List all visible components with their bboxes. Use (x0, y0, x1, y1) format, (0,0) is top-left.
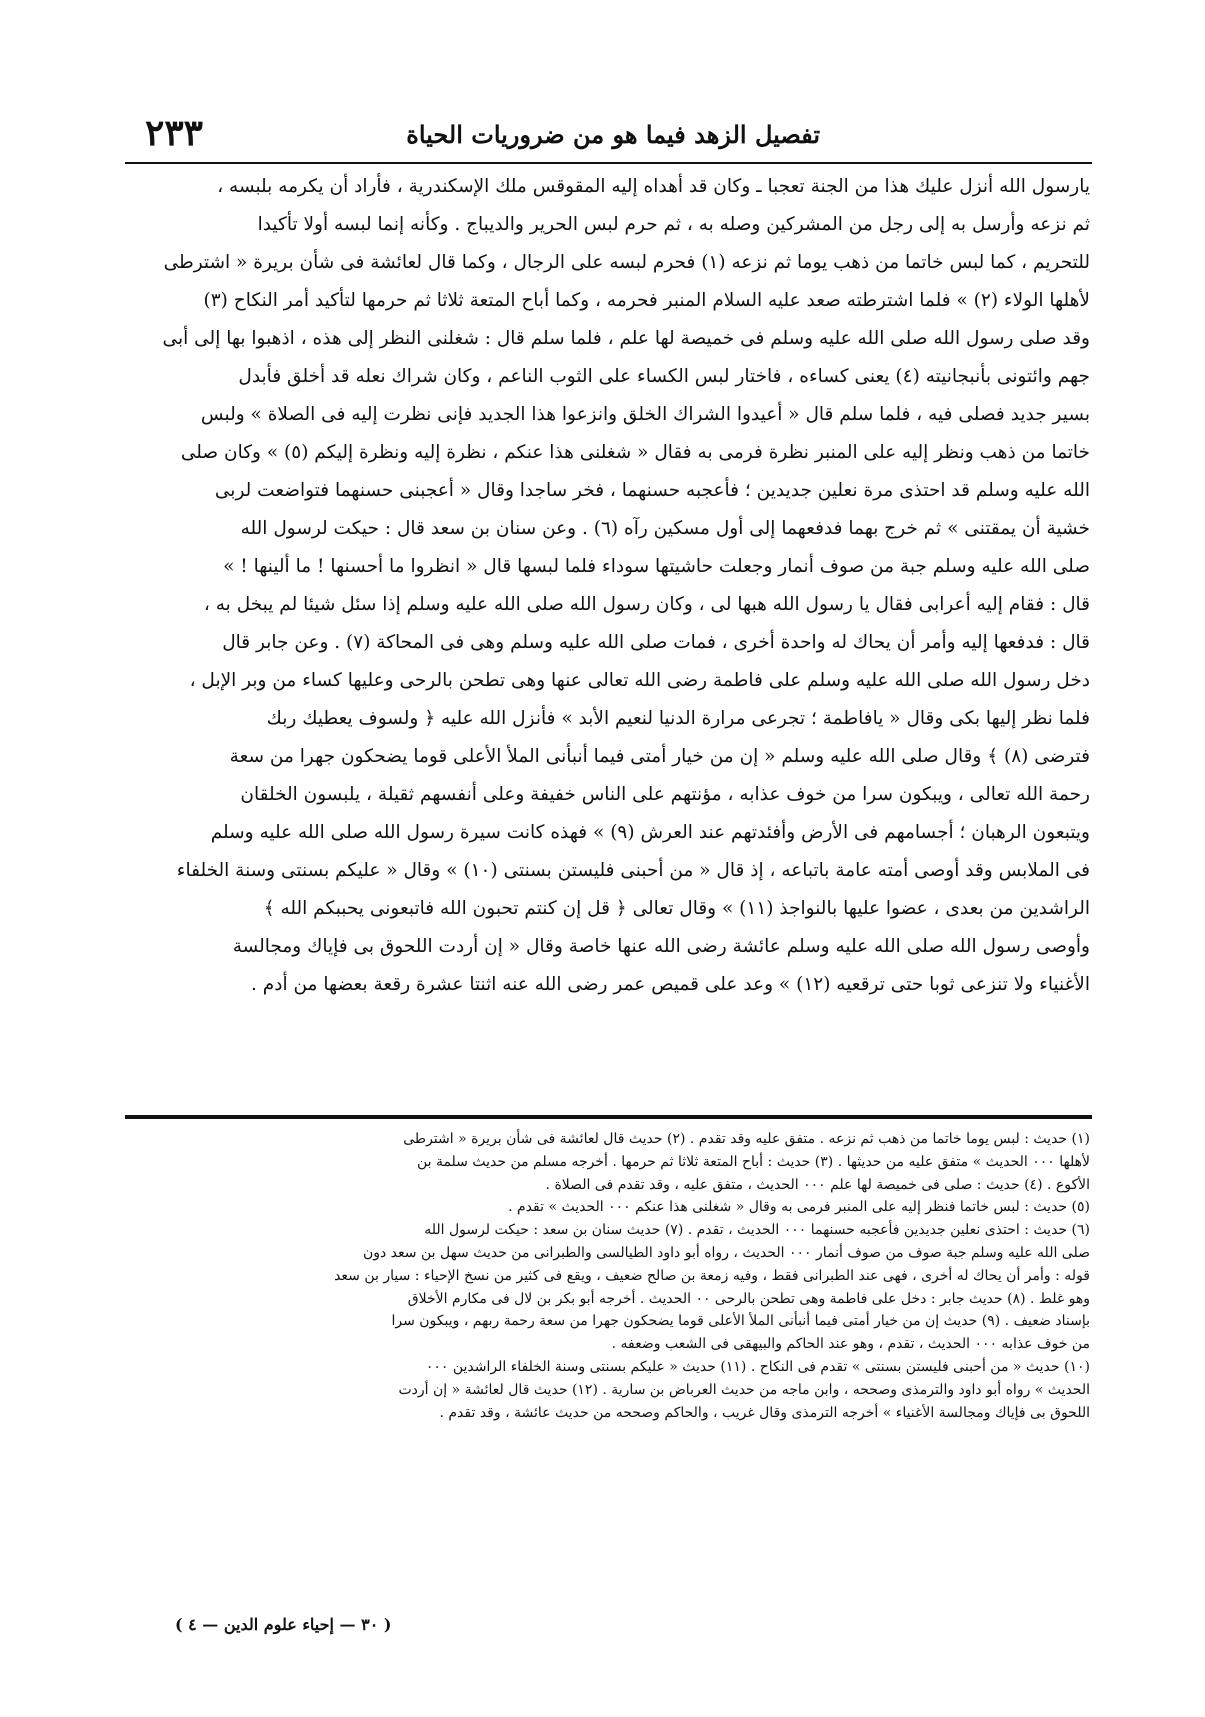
body-text-line: ثم نزعه وأرسل به إلى رجل من المشركين وصله به ، ثم حرم لبس الحرير والديباج . وكأنه إنما لبسه أولا تأكيدا (257, 214, 1090, 235)
body-text-line: قال : فقام إليه أعرابى فقال يا رسول الله هبها لى ، وكان رسول الله صلى الله عليه وسلم إذا سئل شيئا لم يبخل به ، (203, 594, 1090, 615)
body-text-line: الله عليه وسلم قد احتذى مرة نعلين جديدين ؛ فأعجبه حسنهما ، فخر ساجدا وقال « أعجبنى حسنهما فتواضعت لربى (214, 480, 1090, 501)
body-text-line: فى الملابس وقد أوصى أمته عامة باتباعه ، إذ قال « من أحبنى فليستن بسنتى (١٠) » وقال « عليكم بسنتى وسنة الخلفاء (176, 860, 1090, 881)
footnote-line: من خوف عذابه ٠٠٠ الحديث ، تقدم ، وهو عند الحاكم والبيهقى فى الشعب وضعفه . (611, 1336, 1090, 1353)
page-title: تفصيل الزهد فيما هو من ضروريات الحياة (406, 120, 820, 149)
footnote-line: (٥) حديث : لبس خاتما فنظر إليه على المنبر فرمى به وقال « شغلنى هذا عنكم ٠٠٠ الحديث » تقدم . (508, 1199, 1090, 1216)
page-number: ٢٣٣ (145, 112, 204, 154)
body-text-line: وأوصى رسول الله صلى الله عليه وسلم عائشة رضى الله عنها خاصة وقال « إن أردت اللحوق بى فإياك ومجالسة (232, 936, 1090, 957)
body-text-line: رحمة الله تعالى ، ويبكون سرا من خوف عذابه ، مؤنتهم على الناس خفيفة وعلى أنفسهم ثقيلة ، يلبسون الخلقان (240, 784, 1090, 805)
footnotes (125, 1128, 1090, 1424)
body-text-line: ويتبعون الرهبان ؛ أجسامهم فى الأرض وأفئدتهم عند العرش (٩) » فهذه كانت سيرة رسول الله صلى الله عليه وسلم (210, 822, 1090, 843)
body-text-line: لأهلها الولاء (٢) » فلما اشترطته صعد عليه السلام المنبر فحرمه ، وكما أباح المتعة ثلاثا ثم حرمها لتأكيد أمر النكاح (٣) (203, 290, 1090, 311)
body-text-line: دخل رسول الله صلى الله عليه وسلم على فاطمة رضى الله تعالى عنها وهى تطحن بالرحى وعليها كساء من وبر الإبل ، (189, 670, 1090, 691)
footnote-line: اللحوق بى فإياك ومجالسة الأغنياء » أخرجه الترمذى وقال غريب ، والحاكم وصححه من حديث عائشة ، وقد تقدم . (439, 1404, 1090, 1421)
body-text-line: الراشدين من بعدى ، عضوا عليها بالنواجذ (١١) » وقال تعالى ﴿ قل إن كنتم تحبون الله فاتبعونى يحببكم الله ﴾ (263, 898, 1090, 919)
footnote-line: (١٠) حديث « من أحبنى فليستن بسنتى » تقدم فى النكاح . (١١) حديث « عليكم بسنتى وسنة الخلفاء الراشدين ٠٠٠ (425, 1358, 1090, 1375)
footnote-line: قوله : وأمر أن يحاك له أخرى ، فهى عند الطبرانى فقط ، وفيه زمعة بن صالح ضعيف ، ويقع فى كثير من نسخ الإحياء : سيار بن سعد (334, 1267, 1090, 1284)
header-divider (125, 162, 1092, 164)
footnote-line: وهو غلط . (٨) حديث جابر : دخل على فاطمة وهى تطحن بالرحى ٠٠ الحديث . أخرجه أبو بكر بن لال فى مكارم الأخلاق (407, 1290, 1090, 1307)
body-text-line: يارسول الله أنزل عليك هذا من الجنة تعجبا ـ وكان قد أهداه إليه المقوقس ملك الإسكندرية ، فأراد أن يكرمه بلبسه ، (217, 176, 1090, 197)
body-text-line: صلى الله عليه وسلم جبة من صوف أنمار وجعلت حاشيتها سوداء فلما لبسها قال « انظروا ما أحسنها ! ما ألينها ! » (223, 556, 1090, 577)
body-text-line: وقد صلى رسول الله صلى الله عليه وسلم فى خميصة لها علم ، فلما سلم قال : شغلنى النظر إلى هذه ، اذهبوا بها إلى أبى (162, 328, 1090, 349)
running-header (125, 112, 1090, 160)
body-text-line: فلما نظر إليها بكى وقال « يافاطمة ؛ تجرعى مرارة الدنيا لنعيم الأبد » فأنزل الله عليه ﴿ ولسوف يعطيك ربك (266, 708, 1090, 729)
footnote-line: الأكوع . (٤) حديث : صلى فى خميصة لها علم ٠٠٠ الحديث ، متفق عليه ، وقد تقدم فى الصلاة . (545, 1176, 1090, 1193)
footnote-line: لأهلها ٠٠٠ الحديث » متفق عليه من حديثها . (٣) حديث : أباح المتعة ثلاثا ثم حرمها . أخرجه مسلم من حديث سلمة بن (416, 1153, 1090, 1170)
body-text-line: خشية أن يمقتنى » ثم خرج بهما فدفعهما إلى أول مسكين رآه (٦) . وعن سنان بن سعد قال : حيكت لرسول الله (240, 518, 1090, 539)
body-text-line: قال : فدفعها إليه وأمر أن يحاك له واحدة أخرى ، فمات صلى الله عليه وسلم وهى فى المحاكة (٧) . وعن جابر قال (222, 632, 1090, 653)
body-text-line: بسير جديد فصلى فيه ، فلما سلم قال « أعيدوا الشراك الخلق وانزعوا هذا الجديد فإنى نظرت إليه فى الصلاة » ولبس (200, 404, 1090, 425)
signature-mark: ( ٣٠ — إحياء علوم الدين — ٤ ) (175, 1615, 392, 1634)
footnote-line: (١) حديث : لبس يوما خاتما من ذهب ثم نزعه . متفق عليه وقد تقدم . (٢) حديث قال لعائشة فى شأن بريرة « اشترطى (403, 1131, 1090, 1147)
body-text-line: جهم وائتونى بأنبجانيته (٤) يعنى كساءه ، فاختار لبس الكساء على الثوب الناعم ، وكان شراك نعله قد أخلق فأبدل (238, 366, 1090, 387)
footnote-line: صلى الله عليه وسلم جبة صوف من صوف أنمار ٠٠٠ الحديث ، رواه أبو داود الطيالسى والطبرانى من حديث سهل بن سعد دون (362, 1244, 1090, 1261)
body-text-line: الأغنياء ولا تنزعى ثوبا حتى ترقعيه (١٢) » وعد على قميص عمر رضى الله عنه اثنتا عشرة رقعة بعضها من أدم . (251, 974, 1090, 995)
body-text-line: للتحريم ، كما لبس خاتما من ذهب يوما ثم نزعه (١) فحرم لبسه على الرجال ، وكما قال لعائشة فى شأن بريرة « اشترطى (163, 252, 1090, 273)
footnote-line: الحديث » رواه أبو داود والترمذى وصححه ، وابن ماجه من حديث العرباض بن سارية . (١٢) حديث قال لعائشة « إن أردت (398, 1381, 1090, 1398)
body-text-line: فترضى (٨) ﴾ وقال صلى الله عليه وسلم « إن من خيار أمتى فيما أنبأنى الملأ الأعلى قوما يضحكون جهرا من سعة (229, 746, 1090, 767)
footnote-divider (125, 1115, 1092, 1119)
footnote-line: (٦) حديث : احتذى نعلين جديدين فأعجبه حسنهما ٠٠٠ الحديث ، تقدم . (٧) حديث سنان بن سعد : حيكت لرسول الله (424, 1222, 1090, 1239)
body-text-line: خاتما من ذهب ونظر إليه على المنبر نظرة فرمى به فقال « شغلنى هذا عنكم ، نظرة إليه ونظرة إليكم (٥) » وكان صلى (180, 442, 1090, 463)
footnote-line: بإسناد ضعيف . (٩) حديث إن من خيار أمتى فيما أنبأنى الملأ الأعلى قوما يضحكون جهرا من سعة رحمة ربهم ، ويبكون سرا (391, 1313, 1090, 1330)
main-text (125, 168, 1090, 1004)
